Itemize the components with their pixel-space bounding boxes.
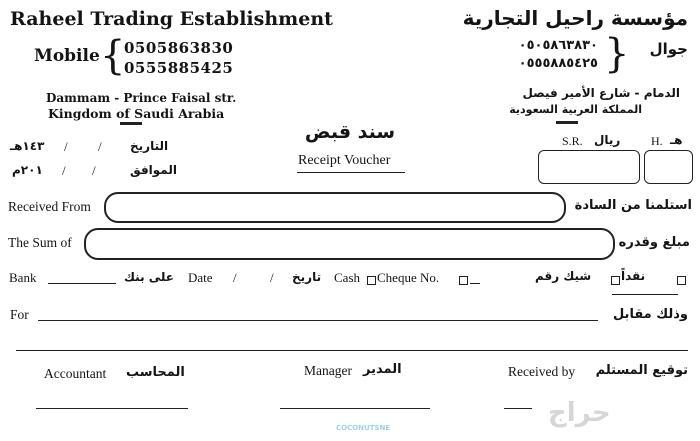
voucher-title-underline xyxy=(297,172,405,173)
manager-label: Manager xyxy=(304,363,352,378)
bank-line[interactable] xyxy=(48,283,116,284)
halala-label-en: H. xyxy=(651,134,663,148)
gregorian-year: ٢٠١م xyxy=(12,163,43,177)
cash-checkbox[interactable] xyxy=(367,276,376,285)
sum-of-field[interactable] xyxy=(84,228,615,260)
received-by-label: Received by xyxy=(508,364,576,379)
address-underline xyxy=(120,122,142,125)
mobile-brace: { xyxy=(100,33,126,79)
received-from-label-ar: استلمنا من السادة xyxy=(574,198,692,213)
watermark-logo: حراج xyxy=(548,398,611,428)
hijri-year: ١٤٣هـ xyxy=(10,139,45,153)
accountant-label-ar: المحاسب xyxy=(126,365,185,380)
cheque-number-line[interactable] xyxy=(470,283,480,284)
cash-label-ar: نقداً xyxy=(621,269,646,283)
address-ar-line-2: المملكة العربية السعودية xyxy=(509,103,642,116)
mobile-number-1-ar: ٠٥٠٥٨٦٣٨٣٠ xyxy=(518,38,598,53)
voucher-title-en: Receipt Voucher xyxy=(298,153,391,168)
cheque-label: Cheque No. xyxy=(377,270,440,285)
mobile-label: Mobile xyxy=(34,46,100,66)
voucher-title-ar: سند قبض xyxy=(304,121,396,143)
riyal-amount-box[interactable] xyxy=(538,150,640,184)
hijri-slash-1: / xyxy=(98,139,102,154)
gregorian-slash-2: / xyxy=(62,163,66,178)
mobile-number-2-ar: ٠٥٥٥٨٨٥٤٢٥ xyxy=(518,56,598,71)
gregorian-slash-1: / xyxy=(92,163,96,178)
address-ar-underline xyxy=(556,121,578,124)
mobile-brace-ar: } xyxy=(604,31,630,77)
accountant-signature-line[interactable] xyxy=(36,408,188,409)
address-line-2: Kingdom of Saudi Arabia xyxy=(48,106,225,121)
for-line-2[interactable] xyxy=(16,350,688,351)
received-by-signature-line[interactable] xyxy=(504,408,532,409)
address-ar-line-1: الدمام - شارع الأمير فيصل xyxy=(522,86,680,100)
mobile-number-2: 0555885425 xyxy=(124,59,234,77)
received-by-label-ar: توقيع المستلم xyxy=(595,363,688,378)
gregorian-date-label: الموافق xyxy=(130,163,177,177)
sr-label: S.R. xyxy=(562,134,583,148)
mobile-number-1: 0505863830 xyxy=(124,39,234,57)
received-from-field[interactable] xyxy=(104,192,566,223)
received-from-label: Received From xyxy=(8,199,91,214)
cash-ar-line xyxy=(612,294,678,295)
accountant-label: Accountant xyxy=(44,366,107,381)
hijri-slash-2: / xyxy=(64,139,68,154)
date-label: Date xyxy=(188,270,213,285)
for-label: For xyxy=(10,307,29,322)
cash-checkbox-ar[interactable] xyxy=(677,276,686,285)
riyal-label: ريال xyxy=(594,133,621,147)
date-slash-2: / xyxy=(270,270,274,285)
cash-label: Cash xyxy=(334,270,360,285)
address-line-1: Dammam - Prince Faisal str. xyxy=(46,91,237,105)
date-label-ar: تاريخ xyxy=(292,270,322,284)
manager-label-ar: المدير xyxy=(363,362,402,377)
for-line[interactable] xyxy=(38,320,598,321)
watermark-text: COCONUTSNE xyxy=(336,424,391,432)
hijri-date-label: التاريخ xyxy=(130,139,169,153)
for-label-ar: وذلك مقابل xyxy=(612,307,688,322)
cheque-label-ar: شيك رقم xyxy=(535,269,592,283)
halala-label-ar: هـ xyxy=(670,133,683,147)
halala-amount-box[interactable] xyxy=(644,150,693,184)
mobile-label-ar: جوال xyxy=(649,40,688,58)
company-name-ar: مؤسسة راحيل التجارية xyxy=(462,6,688,30)
manager-signature-line[interactable] xyxy=(280,408,430,409)
sum-of-label: The Sum of xyxy=(8,235,72,250)
cheque-checkbox[interactable] xyxy=(459,276,468,285)
company-name-en: Raheel Trading Establishment xyxy=(10,8,333,30)
bank-label-ar: على بنك xyxy=(124,270,174,284)
cheque-checkbox-ar[interactable] xyxy=(611,276,620,285)
bank-label: Bank xyxy=(9,270,37,285)
sum-of-label-ar: مبلغ وقدره xyxy=(618,235,690,250)
date-slash-1: / xyxy=(233,270,237,285)
